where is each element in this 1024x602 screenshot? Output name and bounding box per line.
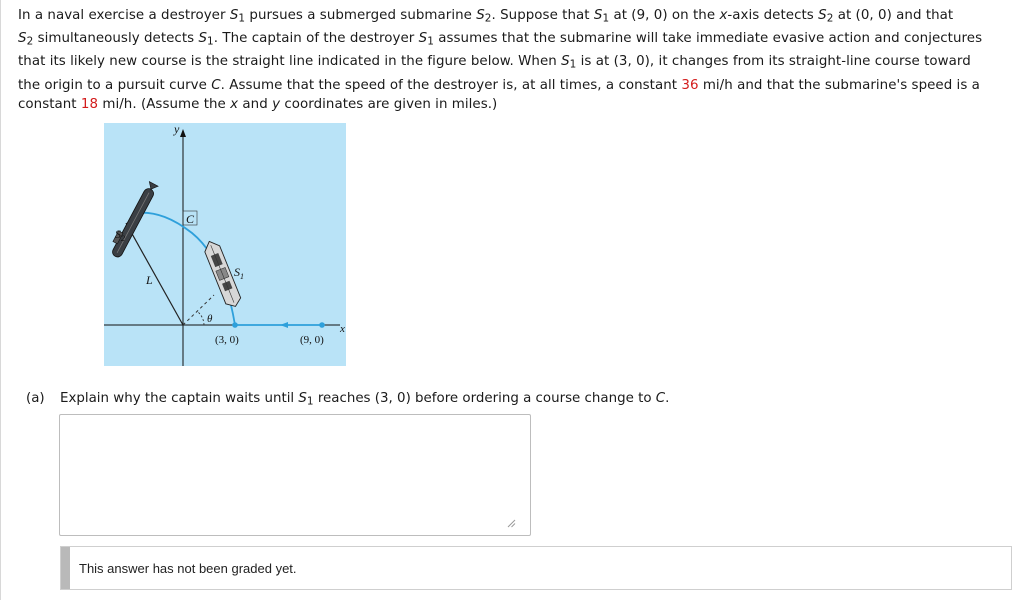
point-3-0-label: (3, 0) bbox=[215, 334, 239, 346]
problem-line-segment: . The captain of the destroyer bbox=[213, 31, 419, 47]
destroyer-label: $S_1$ bbox=[234, 265, 244, 281]
problem-line-segment: simultaneously detects bbox=[33, 31, 199, 47]
problem-line bbox=[18, 29, 1018, 52]
problem-line-segment: S bbox=[18, 31, 27, 47]
problem-line-segment: 1 bbox=[569, 59, 577, 72]
problem-line-segment: mi/h. (Assume the bbox=[98, 97, 231, 113]
point-9-0 bbox=[319, 322, 325, 328]
problem-line-segment: 2 bbox=[26, 35, 34, 48]
problem-line-segment: x bbox=[719, 8, 728, 23]
problem-line-segment: assumes that the submarine will take immediate evasive action and conjectures bbox=[433, 31, 983, 47]
part-a-segment: C bbox=[655, 391, 666, 406]
figure-canvas bbox=[104, 123, 346, 366]
problem-line-segment: S bbox=[198, 31, 208, 47]
figure-background bbox=[104, 123, 346, 366]
part-a-label: (a) bbox=[26, 391, 45, 406]
part-a-segment: . bbox=[665, 391, 670, 406]
angle-label: θ bbox=[207, 313, 213, 325]
y-axis-label: y bbox=[174, 123, 180, 136]
problem-line-segment: is at (3, 0), it changes from its straight-line course toward bbox=[576, 54, 971, 70]
problem-line-segment: coordinates are given in miles.) bbox=[280, 97, 498, 113]
x-axis-label: x bbox=[340, 323, 345, 335]
pursuit-figure bbox=[104, 123, 346, 366]
part-a-question bbox=[26, 389, 669, 412]
problem-line-segment: S bbox=[561, 54, 570, 70]
problem-line-segment: C bbox=[211, 77, 221, 93]
problem-line-segment: -axis detects bbox=[727, 8, 819, 23]
problem-line-segment: pursues a submerged submarine bbox=[245, 8, 477, 23]
problem-line-segment: . Suppose that bbox=[491, 8, 594, 23]
grading-status-message: This answer has not been graded yet. bbox=[79, 561, 297, 576]
problem-line-segment: at (9, 0) on the bbox=[609, 8, 720, 23]
curve-label: C bbox=[186, 212, 195, 226]
problem-line-segment: constant bbox=[18, 97, 81, 113]
problem-line-segment: In a naval exercise a destroyer bbox=[18, 8, 230, 23]
problem-line-segment: 1 bbox=[207, 35, 214, 48]
point-9-0-label: (9, 0) bbox=[300, 334, 324, 346]
problem-line bbox=[18, 52, 1018, 75]
part-a-segment: S bbox=[298, 391, 307, 406]
problem-line-segment: x bbox=[230, 97, 239, 113]
problem-statement bbox=[18, 6, 1018, 115]
problem-line-segment: mi/h and that the submarine's speed is a bbox=[698, 77, 980, 93]
problem-line-segment: S bbox=[593, 8, 603, 23]
part-a-question-text bbox=[60, 391, 669, 406]
problem-line-segment: 1 bbox=[602, 12, 610, 25]
problem-line-segment: S bbox=[229, 8, 239, 23]
problem-line-segment: 1 bbox=[238, 12, 246, 25]
problem-line bbox=[18, 76, 1018, 96]
problem-line-segment: 18 bbox=[80, 97, 99, 113]
point-3-0 bbox=[232, 322, 238, 328]
problem-line bbox=[18, 95, 1018, 115]
grading-status-panel bbox=[60, 546, 1012, 590]
problem-line-segment: S bbox=[476, 8, 485, 23]
problem-line-segment: the origin to a pursuit curve bbox=[18, 77, 212, 93]
part-a-segment: reaches (3, 0) before ordering a course change to bbox=[313, 391, 656, 406]
problem-line-segment: 2 bbox=[484, 12, 492, 25]
problem-line bbox=[18, 6, 1018, 29]
answer-textarea[interactable] bbox=[59, 414, 531, 536]
part-a-segment: 1 bbox=[306, 395, 314, 408]
problem-line-segment: y bbox=[272, 97, 281, 113]
grading-status-bar bbox=[61, 547, 70, 589]
problem-line-segment: 36 bbox=[681, 77, 699, 93]
part-a-segment: Explain why the captain waits until bbox=[60, 391, 299, 406]
problem-line-segment: and bbox=[238, 97, 273, 113]
resize-grip-icon[interactable] bbox=[506, 518, 516, 528]
problem-line-segment: S bbox=[818, 8, 827, 23]
problem-line-segment: S bbox=[418, 31, 428, 47]
problem-line-segment: at (0, 0) and that bbox=[833, 8, 954, 23]
submarine-label: $S_2$ bbox=[115, 227, 125, 243]
problem-line-segment: . Assume that the speed of the destroyer is, at all times, a constant bbox=[220, 77, 682, 93]
problem-line-segment: 1 bbox=[427, 35, 434, 48]
problem-line-segment: 2 bbox=[826, 12, 834, 25]
problem-line-segment: that its likely new course is the straight line indicated in the figure below. When bbox=[18, 54, 562, 70]
line-label-L: L bbox=[146, 273, 153, 287]
